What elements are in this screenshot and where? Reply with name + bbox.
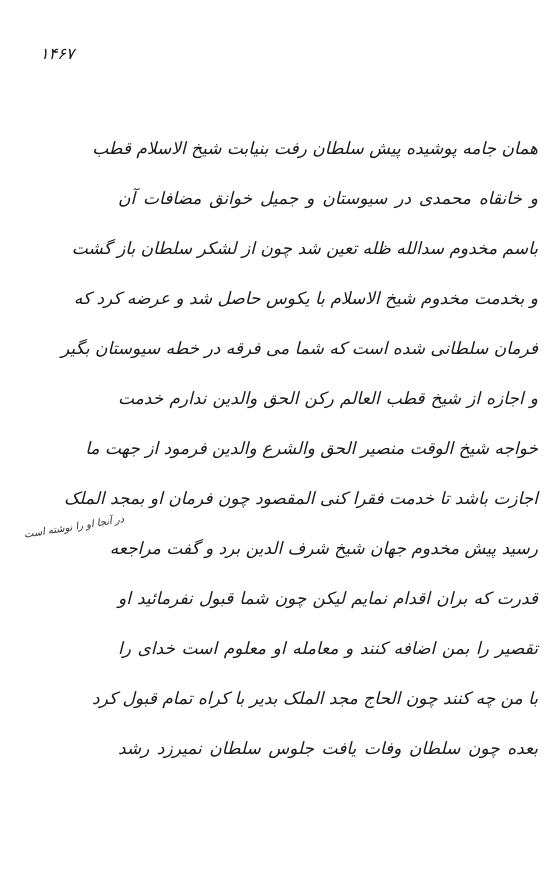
text-line: همان جامه پوشیده پیش سلطان رفت بنیابت شیخ الاسلام قطب xyxy=(92,139,538,159)
text-line: رسید پیش مخدوم جهان شیخ شرف الدین برد و گفت مراجعه xyxy=(109,539,538,559)
folio-number: ۱۴۶۷ xyxy=(40,44,75,63)
text-line: و بخدمت مخدوم شیخ الاسلام با یکوس حاصل شد و عرضه کرد که xyxy=(73,289,538,309)
text-line: و اجازه از شیخ قطب العالم رکن الحق والدین ندارم خدمت xyxy=(118,389,538,409)
text-line: تقصیر را بمن اضافه کنند و معامله او معلوم است خدای را xyxy=(118,639,538,659)
text-line: با من چه کنند چون الحاج مجد الملک بدیر با کراه تمام قبول کرد xyxy=(92,689,538,709)
text-line: باسم مخدوم سدالله ظله تعین شد چون از لشکر سلطان باز گشت xyxy=(71,239,538,259)
text-line: اجازت باشد تا خدمت فقرا کنی المقصود چون فرمان او بمجد الملک xyxy=(64,489,538,509)
text-line: و خانقاه محمدی در سیوستان و جمیل خوانق مضافات آن xyxy=(118,189,538,209)
text-line: بعده چون سلطان وفات یافت جلوس سلطان نمیرزد رشد xyxy=(118,739,538,759)
text-line: قدرت که بران اقدام نمایم لیکن چون شما قبول نفرمائید او xyxy=(118,589,538,609)
margin-note: در آنجا او را نوشته است xyxy=(23,514,125,541)
text-line: خواجه شیخ الوقت منصیر الحق والشرع والدین فرمود از جهت ما xyxy=(85,439,538,459)
text-line: فرمان سلطانی شده است که شما می فرقه در خطه سیوستان بگیر xyxy=(60,339,538,359)
